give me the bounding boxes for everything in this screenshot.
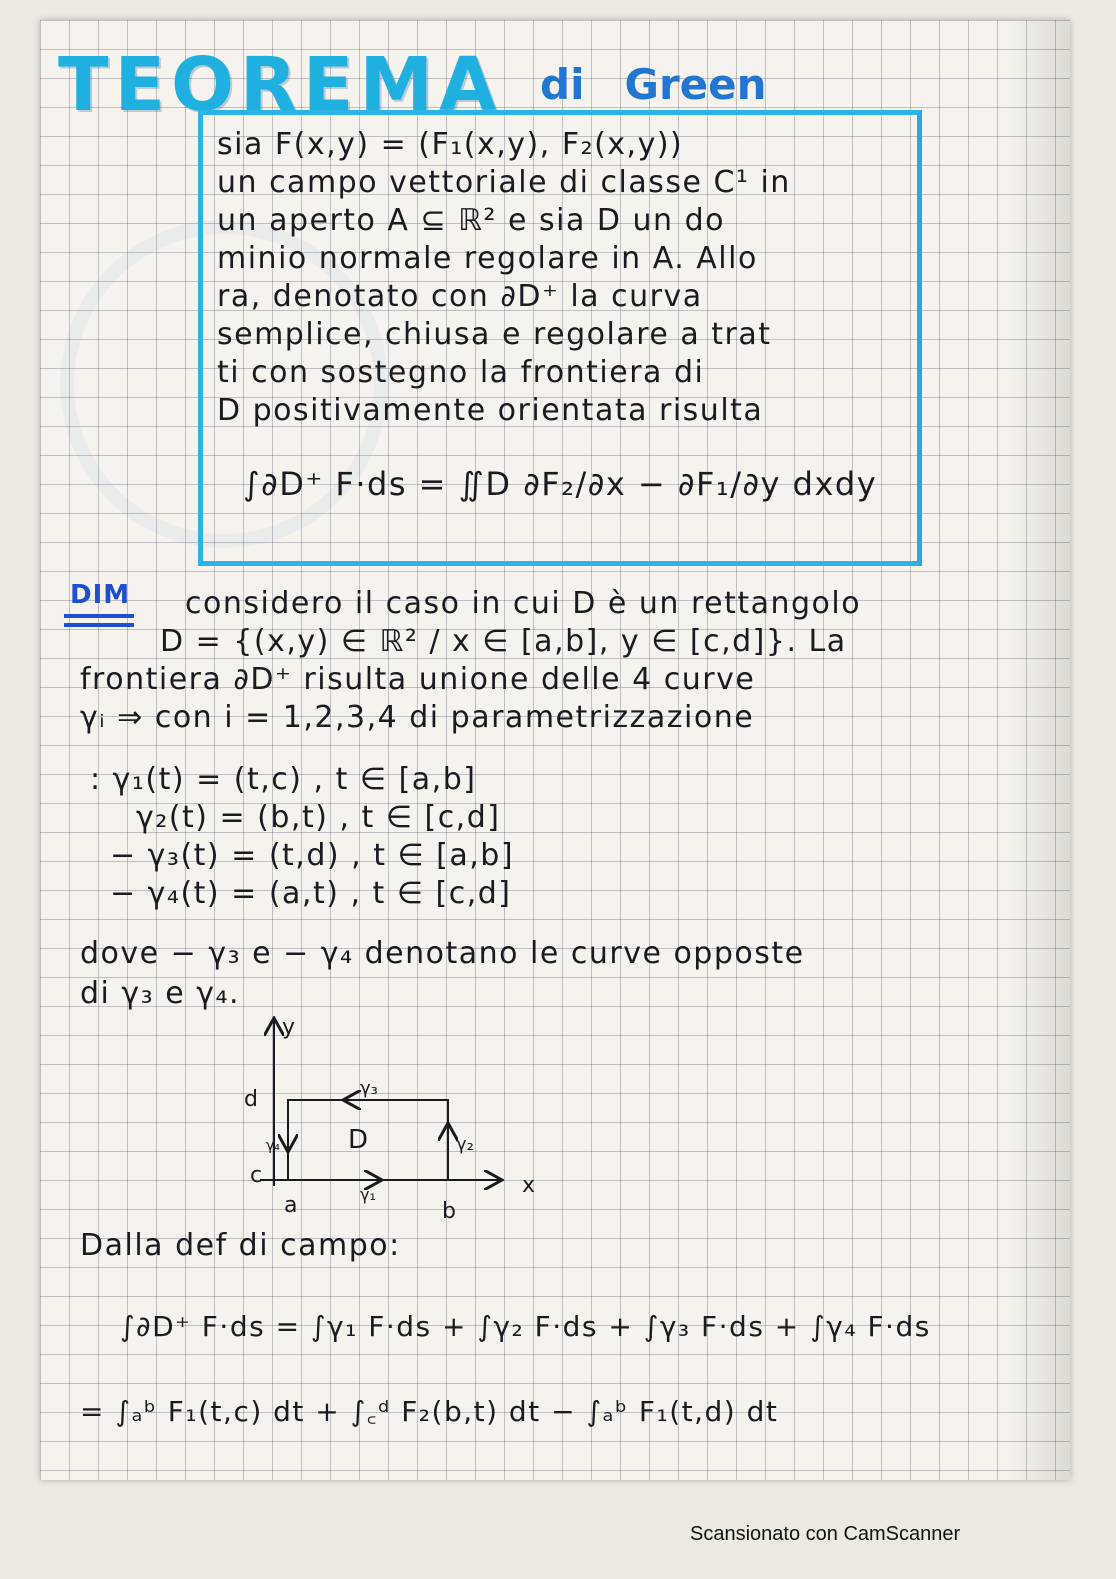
y-label: y [282,1015,296,1040]
dalla-line: Dalla def di campo: [80,1228,401,1263]
region-label: D [348,1125,369,1155]
title-di-green [540,60,767,109]
param-line-4: − γ₄(t) = (a,t) , t ∈ [c,d] [110,876,512,911]
param-line-1: : γ₁(t) = (t,c) , t ∈ [a,b] [90,762,477,797]
rectangle-diagram [230,1010,590,1230]
theorem-line-7: ti con sostegno la frontiera di [217,355,705,390]
theorem-line-2: un campo vettoriale di classe C¹ in [217,165,791,200]
param-line-2: γ₂(t) = (b,t) , t ∈ [c,d] [136,800,501,835]
title-green: Green [624,60,767,109]
gamma2-label: γ₂ [456,1134,474,1155]
a-label: a [284,1193,298,1218]
b-label: b [442,1199,456,1224]
proof-underline [64,623,134,627]
green-formula: ∫∂D⁺ F·ds = ∬D ∂F₂/∂x − ∂F₁/∂y dxdy [243,465,878,503]
proof-label: DIM [70,580,131,610]
theorem-line-6: semplice, chiusa e regolare a trat [217,317,772,352]
footer-watermark: Scansionato con CamScanner [690,1523,961,1545]
d-label: d [244,1087,258,1112]
equation-line-2: = ∫ₐᵇ F₁(t,c) dt + ∫꜀ᵈ F₂(b,t) dt − ∫ₐᵇ F₁(t,d) dt [80,1395,779,1428]
where-line-2: di γ₃ e γ₄. [80,976,241,1011]
notebook-page [40,20,1070,1480]
theorem-box [198,110,922,566]
c-label: c [250,1163,263,1188]
title-di: di [540,60,585,109]
gamma1-label: γ₁ [360,1185,376,1204]
proof-line-4: γᵢ ⇒ con i = 1,2,3,4 di parametrizzazione [80,700,755,735]
proof-line-2: D = {(x,y) ∈ ℝ² / x ∈ [a,b], y ∈ [c,d]}. La [160,624,847,659]
theorem-line-4: minio normale regolare in A. Allo [217,241,758,276]
gamma3-label: γ₃ [360,1078,378,1099]
theorem-line-1: sia F(x,y) = (F₁(x,y), F₂(x,y)) [217,127,684,162]
param-line-3: − γ₃(t) = (t,d) , t ∈ [a,b] [110,838,515,873]
equation-line-1: ∫∂D⁺ F·ds = ∫γ₁ F·ds + ∫γ₂ F·ds + ∫γ₃ F·ds + ∫γ₄ F·ds [120,1310,931,1343]
proof-line-3: frontiera ∂D⁺ risulta unione delle 4 curve [80,662,756,697]
x-label: x [522,1173,536,1198]
where-line-1: dove − γ₃ e − γ₄ denotano le curve opposte [80,936,805,971]
proof-underline [64,614,134,618]
page-edge-shadow [1006,20,1070,1480]
theorem-line-8: D positivamente orientata risulta [217,393,764,428]
proof-line-1: considero il caso in cui D è un rettangolo [185,586,862,621]
theorem-line-5: ra, denotato con ∂D⁺ la curva [217,279,703,314]
theorem-line-3: un aperto A ⊆ ℝ² e sia D un do [217,203,725,238]
gamma4-label: γ₄ [266,1138,280,1154]
title-teorema: TEOREMA [58,42,503,128]
